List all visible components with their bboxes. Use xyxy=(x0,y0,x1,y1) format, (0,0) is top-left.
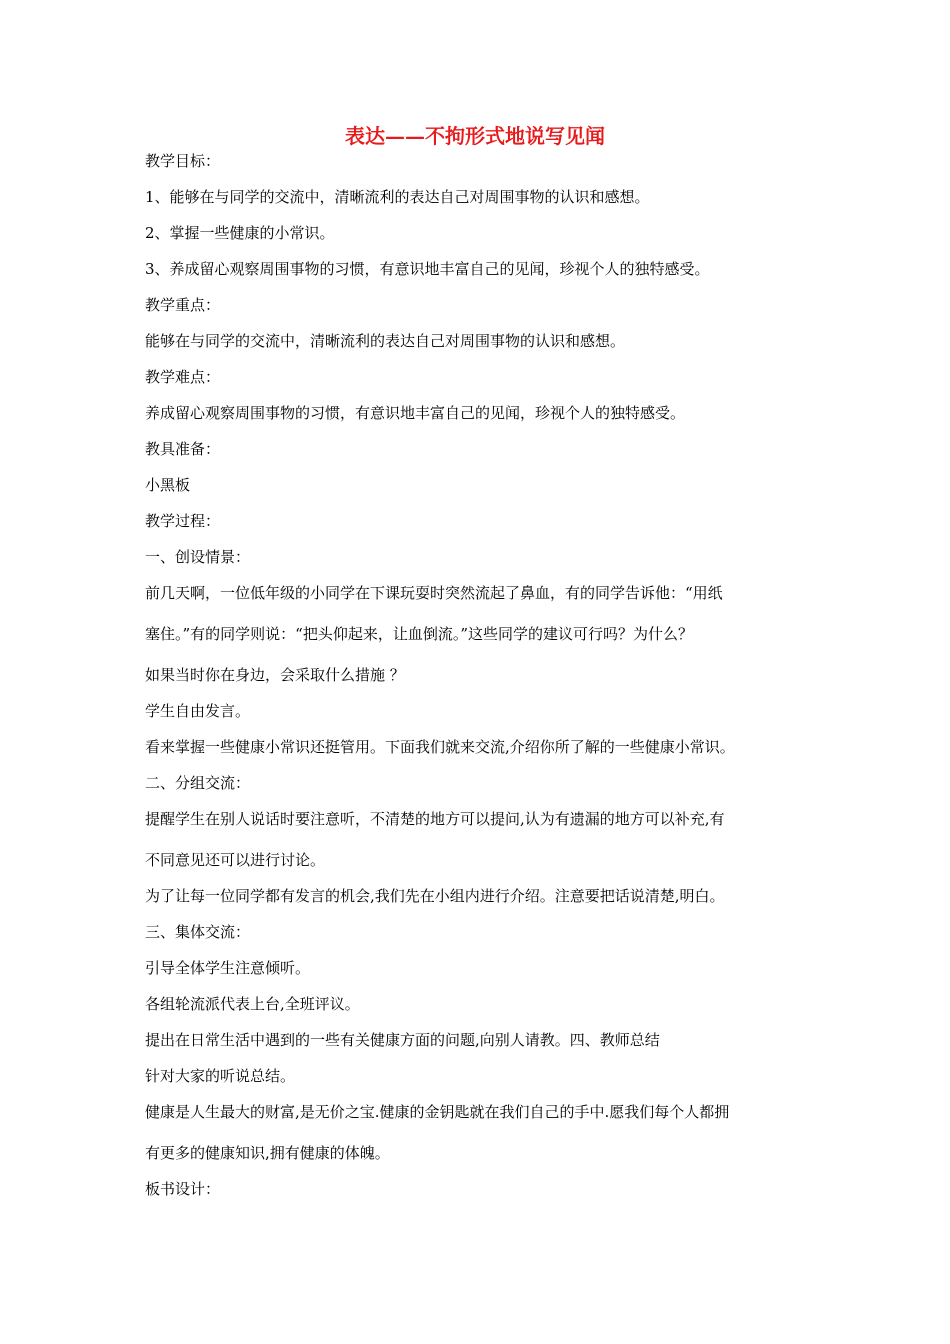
section-heading-process: 教学过程： xyxy=(145,512,221,530)
paragraph-line: 为了让每一位同学都有发言的机会,我们先在小组内进行介绍。注意要把话说清楚,明白。 xyxy=(145,887,725,905)
paragraph-line: 如果当时你在身边，会采取什么措施 ？ xyxy=(145,666,405,684)
paragraph-line: 引导全体学生注意倾听。 xyxy=(145,959,311,977)
paragraph-line: 塞住。”有的同学则说：“把头仰起来，让血倒流。”这些同学的建议可行吗？为什么？ xyxy=(145,625,694,643)
paragraph-line: 提醒学生在别人说话时要注意听，不清楚的地方可以提问,认为有遗漏的地方可以补充,有 xyxy=(145,810,725,828)
step-heading-3: 三、集体交流： xyxy=(145,923,251,941)
key-points-text: 能够在与同学的交流中，清晰流利的表达自己对周围事物的认识和感想。 xyxy=(145,332,626,350)
paragraph-line: 各组轮流派代表上台,全班评议。 xyxy=(145,995,360,1013)
section-heading-board-design: 板书设计： xyxy=(145,1180,221,1198)
objective-item-2: 2、掌握一些健康的小常识。 xyxy=(145,224,335,242)
document-title: 表达——不拘形式地说写见闻 xyxy=(345,124,605,148)
step-heading-1: 一、创设情景： xyxy=(145,548,251,566)
step-heading-2: 二、分组交流： xyxy=(145,774,251,792)
section-heading-difficulties: 教学难点： xyxy=(145,368,221,386)
paragraph-line: 不同意见还可以进行讨论。 xyxy=(145,851,326,869)
paragraph-line: 学生自由发言。 xyxy=(145,702,251,720)
objective-item-1: 1、能够在与同学的交流中，清晰流利的表达自己对周围事物的认识和感想。 xyxy=(145,188,650,206)
materials-text: 小黑板 xyxy=(145,476,191,494)
paragraph-line: 针对大家的听说总结。 xyxy=(145,1067,296,1085)
paragraph-line: 健康是人生最大的财富,是无价之宝.健康的金钥匙就在我们自己的手中.愿我们每个人都拥 xyxy=(145,1103,730,1121)
paragraph-line: 提出在日常生活中遇到的一些有关健康方面的问题,向别人请教。四、教师总结 xyxy=(145,1031,660,1049)
section-heading-objectives: 教学目标： xyxy=(145,152,221,170)
section-heading-key-points: 教学重点： xyxy=(145,296,221,314)
paragraph-line: 看来掌握一些健康小常识还挺管用。下面我们就来交流,介绍你所了解的一些健康小常识。 xyxy=(145,738,735,756)
paragraph-line: 前几天啊，一位低年级的小同学在下课玩耍时突然流起了鼻血，有的同学告诉他：“用纸 xyxy=(145,584,723,602)
difficulties-text: 养成留心观察周围事物的习惯，有意识地丰富自己的见闻，珍视个人的独特感受。 xyxy=(145,404,686,422)
paragraph-line: 有更多的健康知识,拥有健康的体魄。 xyxy=(145,1144,390,1162)
objective-item-3: 3、养成留心观察周围事物的习惯，有意识地丰富自己的见闻，珍视个人的独特感受。 xyxy=(145,260,710,278)
section-heading-materials: 教具准备： xyxy=(145,440,221,458)
